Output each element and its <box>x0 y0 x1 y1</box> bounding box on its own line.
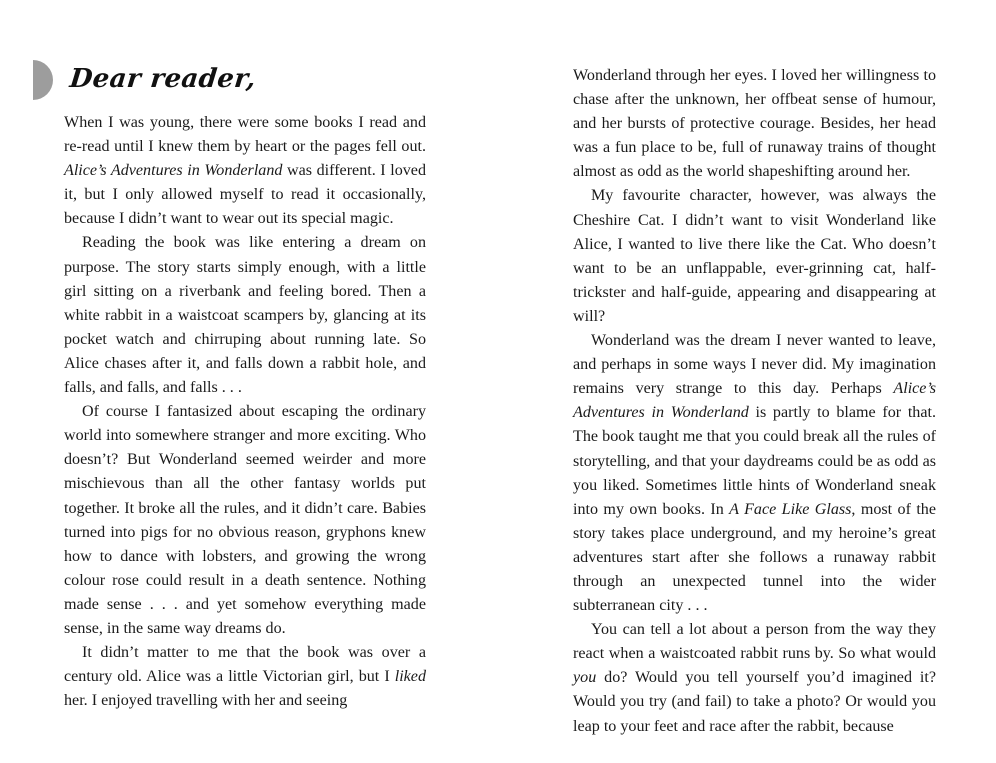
left-column-paragraphs <box>64 111 426 713</box>
italic-title-text: you <box>573 669 597 687</box>
body-text: Reading the book was like entering a dream on purpose. The story starts simply enough, with a little girl sitting on a riverbank and feeling bored. Then a white rabbit in a waistcoat scampers by, glancing at its pocket watch and chirruping about running late. So Alice chases after it, and falls down a rabbit hole, and falls, and falls, and falls . . . <box>64 234 426 397</box>
right-column-paragraphs <box>573 64 936 739</box>
body-text: Of course I fantasized about escaping the ordinary world into somewhere stranger and more exciting. Who doesn’t? But Wonderland seemed weirder and more mischievous than all the other fantasy worlds put together. It broke all the rules, and it didn’t care. Babies turned into pigs for no obvious reason, gryphons knew how to dance with lobsters, and growing the wrong colour rose could result in a death sentence. Nothing made sense . . . and yet somehow everything made sense, in the same way dreams do. <box>64 403 426 637</box>
body-text: Wonderland was the dream I never wanted to leave, and perhaps in some ways I never did. My imagination remains very strange to this day. Perhaps <box>573 332 936 398</box>
body-text: It didn’t matter to me that the book was over a century old. Alice was a little Victorian girl, but I <box>64 644 426 686</box>
body-text: was different. I loved it, but I only allowed myself to read it occasionally, because I didn’t want to wear out its special magic. <box>64 162 426 228</box>
paragraph <box>64 641 426 713</box>
body-text: Wonderland through her eyes. I loved her willingness to chase after the unknown, her offbeat sense of humour, and her bursts of protective courage. Besides, her head was a fun place to be, full of runaway trains of thought almost as odd as the world shapeshifting around her. <box>573 67 936 181</box>
italic-title-text: Alice’s Adventures in Wonderland <box>573 380 936 422</box>
body-text: You can tell a lot about a person from the way they react when a waistcoated rabbit runs by. So what would <box>573 621 936 663</box>
paragraph <box>573 184 936 329</box>
italic-title-text: liked <box>394 668 426 686</box>
paragraph <box>573 329 936 618</box>
body-text: her. I enjoyed travelling with her and seeing <box>64 692 348 710</box>
paragraph <box>64 400 426 641</box>
body-text: My favourite character, however, was always the Cheshire Cat. I didn’t want to visit Wonderland like Alice, I wanted to live there like the Cat. Who doesn’t want to be an unflappable, ever-grinning cat, half-trickster and half-guide, appearing and disappearing at will? <box>573 187 936 325</box>
half-circle-decoration-icon <box>33 60 53 100</box>
salutation-heading: Dear reader, <box>68 64 258 94</box>
italic-title-text: Alice’s Adventures in Wonderland <box>64 162 283 180</box>
italic-title-text: A Face Like Glass <box>729 500 852 518</box>
paragraph <box>64 111 426 231</box>
paragraph <box>573 64 936 184</box>
body-text: When I was young, there were some books I read and re-read until I knew them by heart or the pages fell out. <box>64 114 426 156</box>
paragraph <box>64 231 426 400</box>
paragraph <box>573 618 936 738</box>
body-text: , most of the story takes place underground, and my heroine’s great adventures start after she follows a runaway rabbit through an unexpected tunnel into the wider subterranean city . . . <box>573 500 936 615</box>
body-text: do? Would you tell yourself you’d imagined it? Would you try (and fail) to take a photo? Or would you leap to your feet and race after the rabbit, because <box>573 669 936 735</box>
body-text: is partly to blame for that. The book taught me that you could break all the rules of storytelling, and that your daydreams could be as odd as you liked. Sometimes little hints of Wonderland sneak into my own books. In <box>573 404 936 518</box>
